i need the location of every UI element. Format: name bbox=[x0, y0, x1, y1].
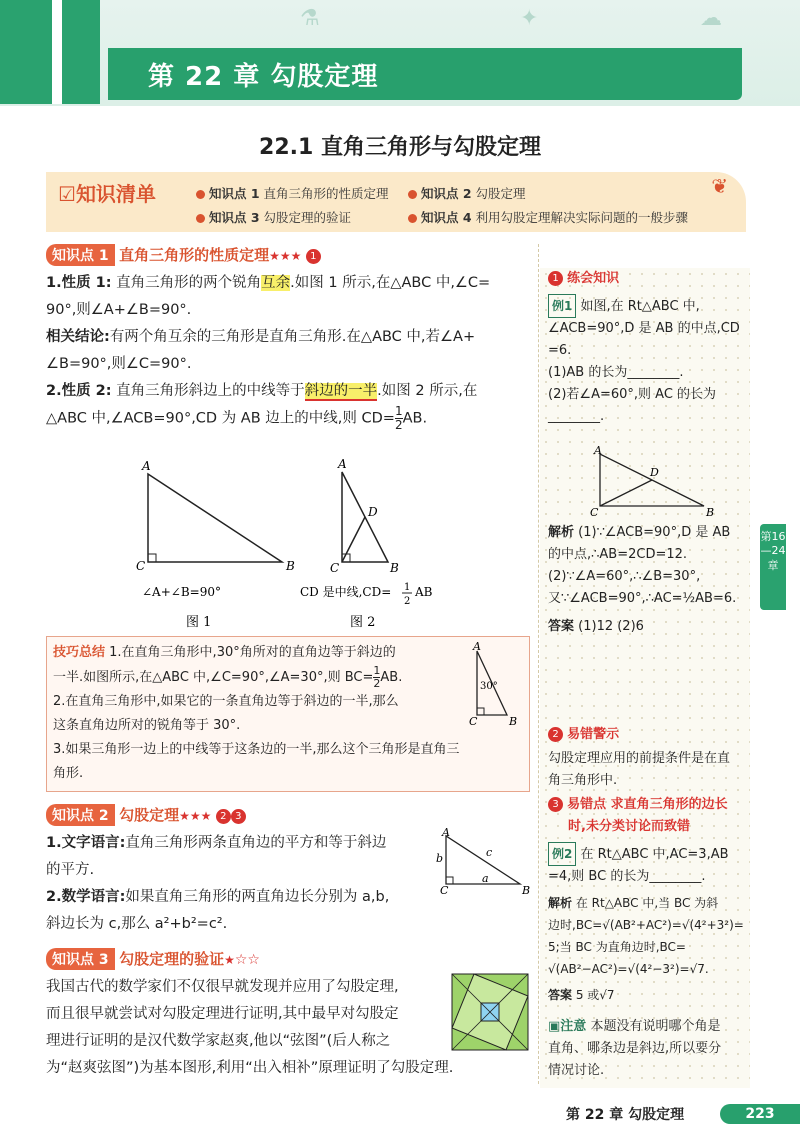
kp3-paragraph: 为“赵爽弦图”)为基本图形,利用“出入相补”原理证明了勾股定理. bbox=[46, 1060, 454, 1076]
knowledge-item: 知识点 3 勾股定理的验证 bbox=[196, 208, 351, 226]
kp1-property1-cont: 90°,则∠A+∠B=90°. bbox=[46, 302, 192, 318]
warning-heading: 2 易错警示 bbox=[548, 724, 746, 746]
svg-text:C: C bbox=[469, 715, 478, 728]
kp2-text-language: 1.文字语言:直角三角形两条直角边的平方和等于斜边 bbox=[46, 835, 387, 851]
fig1-caption: ∠A+∠B=90° bbox=[142, 585, 221, 599]
svg-text:B: B bbox=[522, 884, 530, 897]
solution-2: 解析 在 Rt△ABC 中,当 BC 为斜 边时,BC=√(AB²+AC²)=√(4²+3²)= 5;当 BC 为直角边时,BC= √(AB²−AC²)=√(4²−3²)=√7. 答案 5 或√7 bbox=[548, 896, 744, 1002]
book-spine bbox=[0, 0, 100, 104]
kp3-paragraph: 理进行证明的是汉代数学家赵爽,他以“弦图”(后人称之 bbox=[46, 1033, 391, 1049]
chapter-bar bbox=[108, 48, 742, 100]
left-column bbox=[46, 244, 530, 1076]
fig1-label: 图 1 bbox=[186, 615, 212, 630]
knowledge-list-heading: ☑知识清单 bbox=[58, 182, 156, 206]
kp3-heading: 知识点 3 勾股定理的验证★☆☆ bbox=[46, 948, 530, 970]
svg-text:30°: 30° bbox=[480, 681, 498, 692]
knowledge-item: 知识点 2 勾股定理 bbox=[408, 184, 526, 202]
fig2-caption-b: AB bbox=[415, 585, 433, 599]
svg-text:B: B bbox=[286, 559, 295, 573]
kp2-math-language-cont: 斜边长为 c,那么 a²+b²=c². bbox=[46, 916, 228, 932]
page-footer bbox=[520, 1104, 800, 1126]
kp1-property2-cont: △ABC 中,∠ACB=90°,CD 为 AB 边上的中线,则 CD= $\frac{1}{2}$ AB. bbox=[46, 404, 428, 432]
skill-summary-box: 技巧总结 1.在直角三角形中,30°角所对的直角边等于斜边的 一半.如图所示,在△ABC 中,∠C=90°,∠A=30°,则 BC= $\frac{1}{2}$ AB. 2.在直角三角形中,如果它的一条直角边等于斜边的一半,那么 这条直角边所对的锐角等于 30°. 3.如果三角形一边上的中线等于这条边的一半,那么这个三角形是直角三 角形. A C B 30° bbox=[46, 636, 530, 792]
kp2-heading: 知识点 2 勾股定理★★★ 2 3 bbox=[46, 804, 530, 826]
svg-text:D: D bbox=[650, 466, 659, 479]
svg-text:C: C bbox=[136, 559, 146, 573]
example-1-figure bbox=[590, 446, 720, 518]
cloud-doodle-icon: ☁ bbox=[700, 6, 722, 31]
right-column bbox=[540, 268, 750, 1088]
zhao-shuang-diagram bbox=[450, 972, 530, 1052]
swirl-icon: ❦ bbox=[711, 174, 728, 198]
note-icon: ▣ bbox=[548, 1019, 561, 1034]
svg-text:A: A bbox=[142, 459, 151, 473]
kp1-related-cont: ∠B=90°,则∠C=90°. bbox=[46, 356, 192, 372]
kp2-triangle bbox=[434, 828, 530, 898]
example-1: 例1 如图,在 Rt△ABC 中, ∠ACB=90°,D 是 AB 的中点,CD =6. (1)AB 的长为________. (2)若∠A=60°,则 AC 的长为 ________. bbox=[548, 294, 746, 428]
knowledge-item: 知识点 4 利用勾股定理解决实际问题的一般步骤 bbox=[408, 208, 688, 226]
practice-heading: 1 练会知识 bbox=[548, 268, 746, 290]
column-divider bbox=[538, 244, 539, 1084]
kp1-property2: 2.性质 2: 直角三角形斜边上的中线等于斜边的一半.如图 2 所示,在 bbox=[46, 383, 478, 399]
chapter-side-tab: 第16—24章 bbox=[760, 524, 786, 610]
kp2-section bbox=[46, 804, 530, 938]
svg-text:B: B bbox=[509, 715, 518, 728]
svg-text:D: D bbox=[368, 505, 378, 519]
svg-text:B: B bbox=[706, 506, 715, 518]
svg-text:1: 1 bbox=[404, 582, 411, 593]
svg-text:A: A bbox=[442, 828, 450, 839]
svg-text:C: C bbox=[590, 506, 599, 518]
error-point-heading: 3 易错点 求直角三角形的边长 时,未分类讨论而致错 bbox=[548, 794, 746, 838]
kp3-paragraph: 我国古代的数学家们不仅很早就发现并应用了勾股定理, bbox=[46, 979, 399, 995]
page-number: 223 bbox=[720, 1104, 800, 1124]
svg-text:C: C bbox=[440, 884, 449, 897]
section-title: 22.1 直角三角形与勾股定理 bbox=[259, 135, 541, 160]
solution-1: 解析 (1)∵∠ACB=90°,D 是 AB 的中点,∴AB=2CD=12. (2)∵∠A=60°,∴∠B=30°, 又∵∠ACB=90°,∴AC=½AB=6. 答案 (1)12 (2)6 bbox=[548, 525, 737, 634]
kp3-paragraph: 而且很早就尝试对勾股定理进行证明,其中最早对勾股定 bbox=[46, 1006, 399, 1022]
figures-1-2 bbox=[86, 454, 506, 634]
fig2-label: 图 2 bbox=[350, 615, 376, 630]
svg-text:A: A bbox=[594, 446, 602, 457]
skill-triangle bbox=[467, 641, 527, 729]
kp2-math-language: 2.数学语言:如果直角三角形的两直角边长分别为 a,b, bbox=[46, 889, 390, 905]
flask-doodle-icon: ⚗ bbox=[300, 6, 320, 31]
figure-1-triangle bbox=[136, 459, 295, 573]
chapter-title: 第 22 章 勾股定理 bbox=[148, 62, 379, 92]
footer-chapter: 第 22 章 勾股定理 bbox=[566, 1107, 685, 1123]
kp2-text-language-cont: 的平方. bbox=[46, 862, 95, 878]
svg-text:a: a bbox=[482, 872, 489, 885]
svg-text:B: B bbox=[390, 561, 399, 575]
svg-text:C: C bbox=[330, 561, 340, 575]
kp1-related: 相关结论:有两个角互余的三角形是直角三角形.在△ABC 中,若∠A+ bbox=[46, 329, 476, 345]
warning-text: 勾股定理应用的前提条件是在直 角三角形中. bbox=[548, 751, 731, 788]
knowledge-item: 知识点 1 直角三角形的性质定理 bbox=[196, 184, 389, 202]
svg-text:2: 2 bbox=[404, 596, 411, 607]
svg-text:c: c bbox=[486, 846, 493, 859]
kp1-heading: 知识点 1 直角三角形的性质定理★★★ 1 bbox=[46, 244, 530, 266]
checkbox-icon: ☑ bbox=[58, 182, 76, 206]
note: ▣注意 本题没有说明哪个角是 直角、哪条边是斜边,所以要分 情况讨论. bbox=[548, 1019, 722, 1078]
svg-text:A: A bbox=[338, 457, 347, 471]
compass-doodle-icon: ✦ bbox=[520, 6, 539, 31]
svg-text:A: A bbox=[473, 641, 481, 653]
fig2-caption-a: CD 是中线,CD= bbox=[300, 585, 392, 599]
figure-2-triangle bbox=[330, 457, 399, 575]
svg-text:b: b bbox=[436, 852, 444, 865]
kp1-property1: 1.性质 1: 直角三角形的两个锐角互余.如图 1 所示,在△ABC 中,∠C= bbox=[46, 275, 491, 291]
example-2: 例2 在 Rt△ABC 中,AC=3,AB =4,则 BC 的长为________. bbox=[548, 842, 746, 888]
knowledge-list bbox=[46, 172, 746, 232]
kp3-section bbox=[46, 948, 530, 1082]
